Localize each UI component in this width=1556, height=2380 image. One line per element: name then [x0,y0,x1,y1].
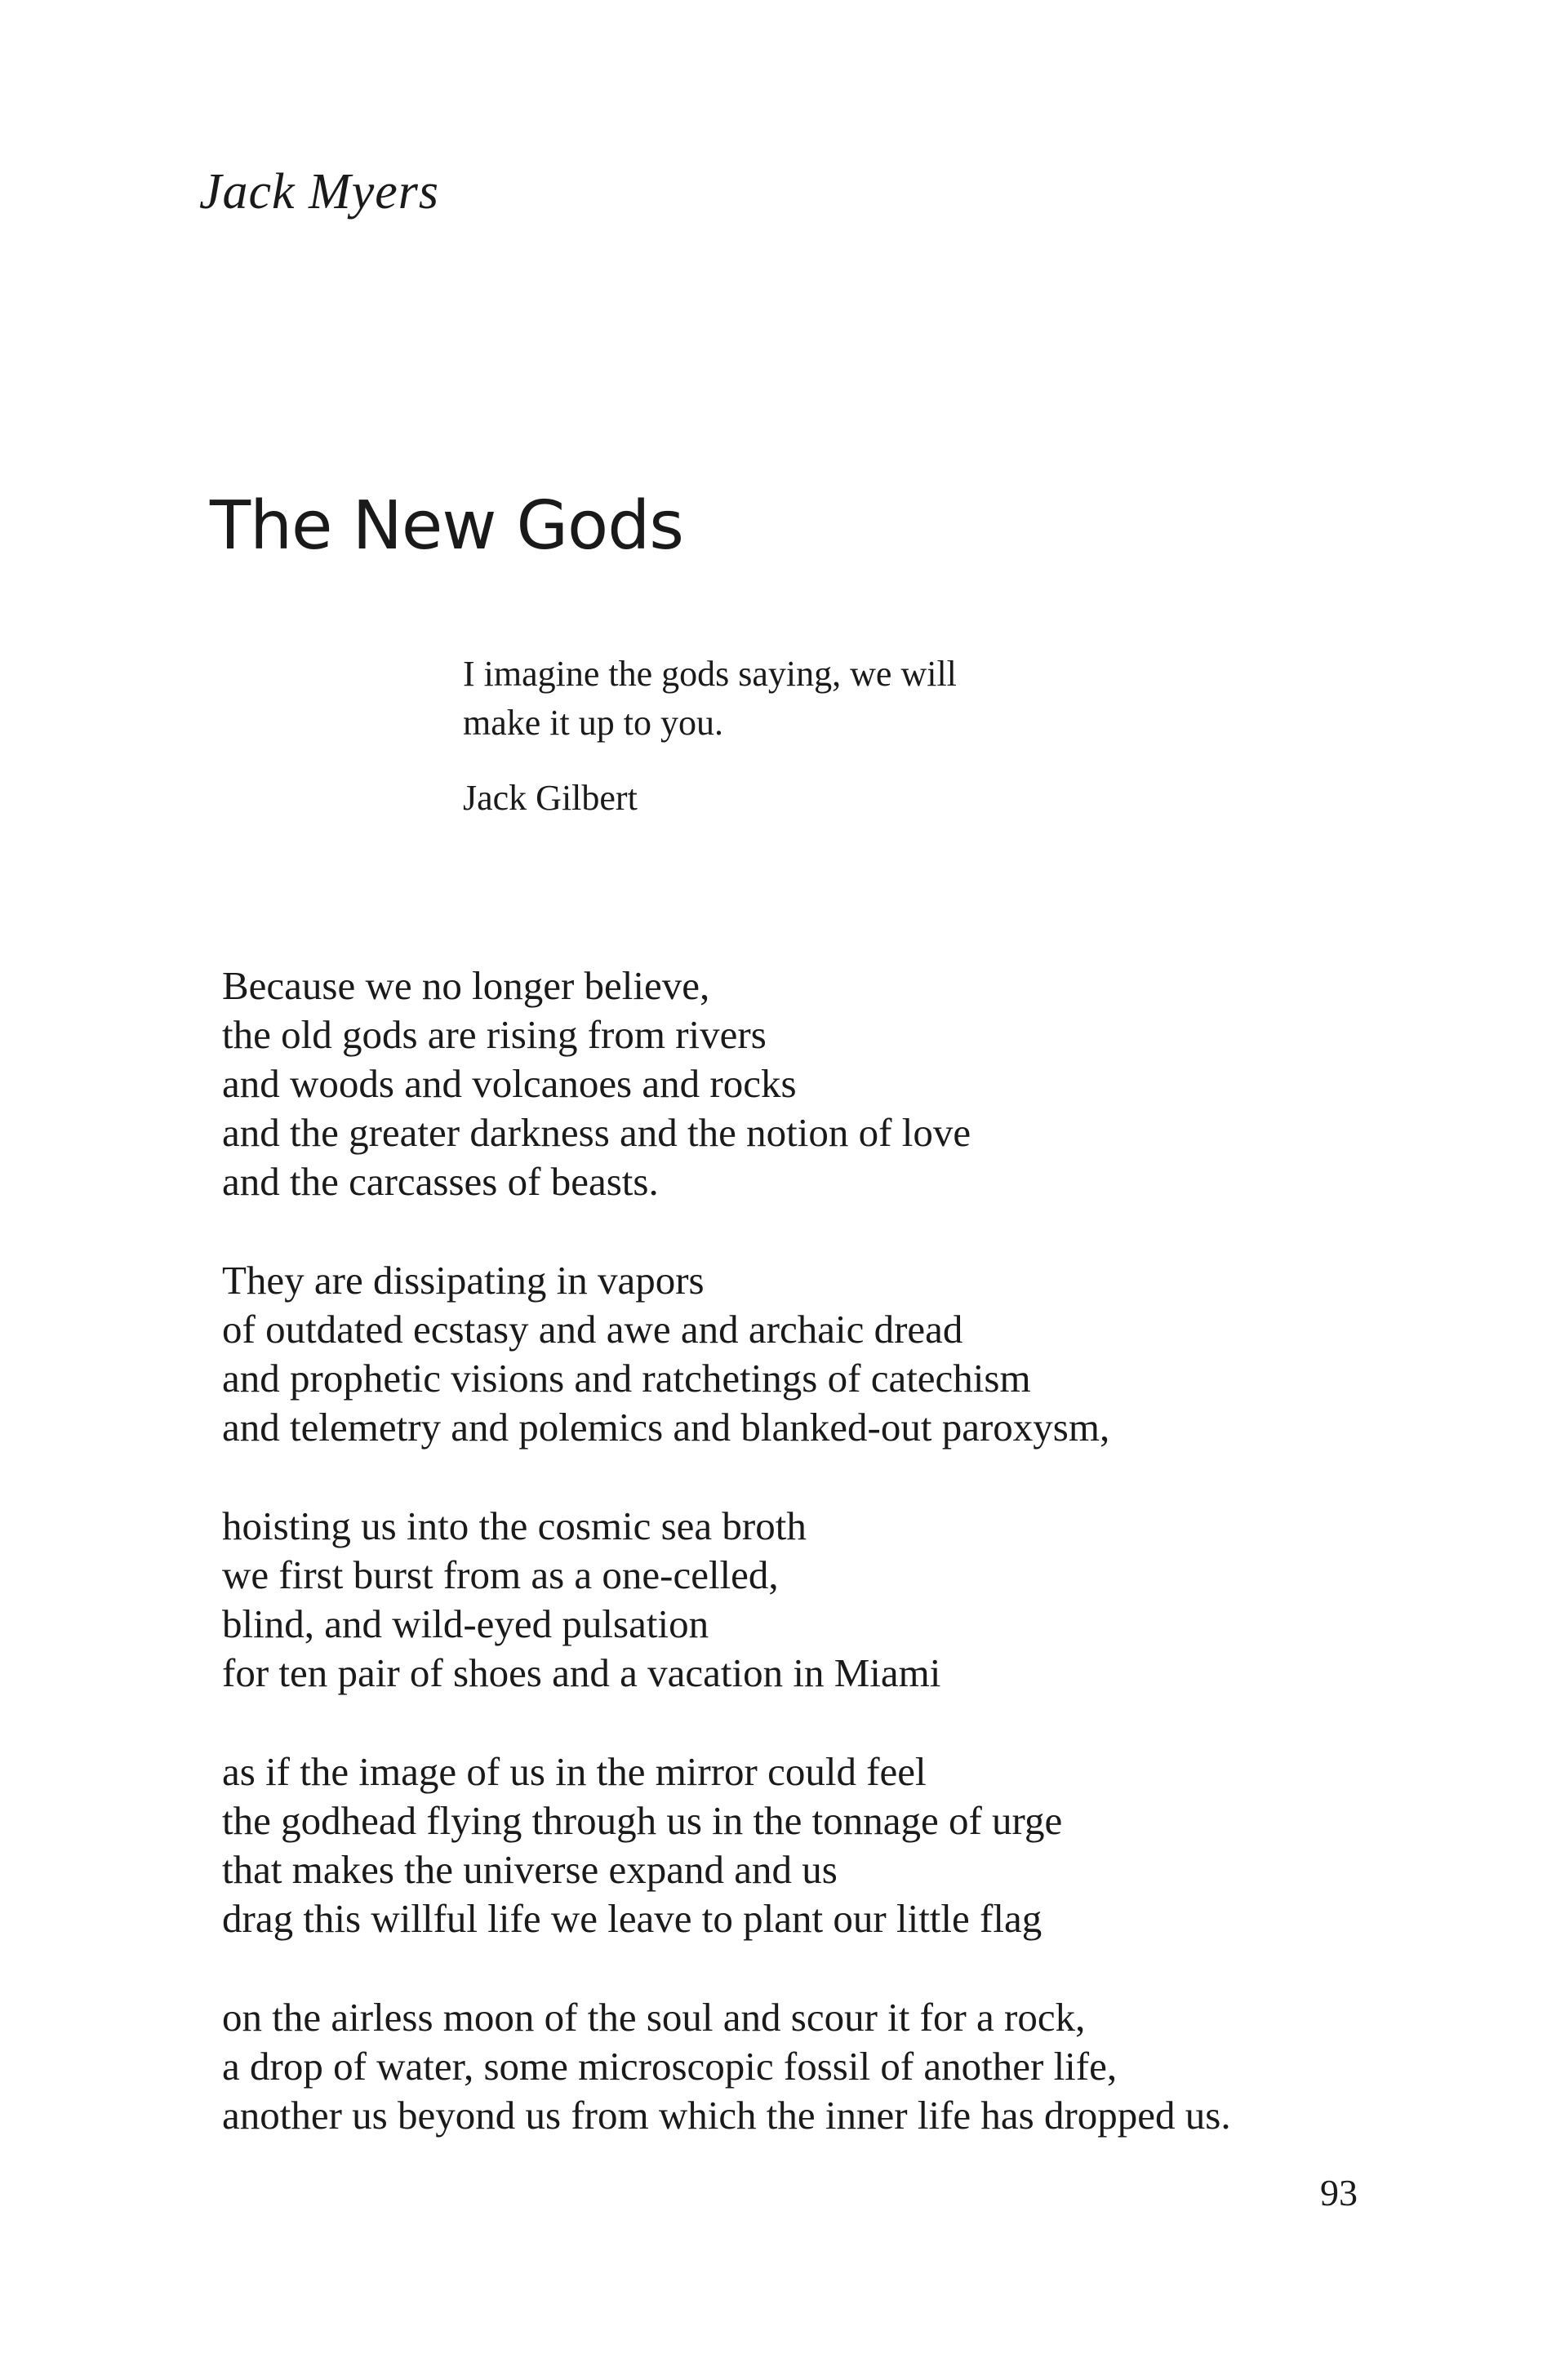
poem-line: the old gods are rising from rivers [222,1012,767,1057]
stanza [222,1993,1528,2140]
poem-line: of outdated ecstasy and awe and archaic dread [222,1307,963,1352]
stanza [222,1502,1528,1698]
stanza [222,1747,1528,1943]
poem-line: and woods and volcanoes and rocks [222,1061,797,1106]
poem-line: and the carcasses of beasts. [222,1159,659,1204]
poem-line: for ten pair of shoes and a vacation in Miami [222,1650,941,1695]
poem-line: blind, and wild-eyed pulsation [222,1601,709,1646]
epigraph-attribution: Jack Gilbert [463,778,638,818]
stanza [222,961,1528,1206]
poem-line: as if the image of us in the mirror could feel [222,1749,927,1794]
poem-title: The New Gods [210,487,683,565]
epigraph-line: make it up to you. [463,703,723,743]
poem-line: and prophetic visions and ratchetings of catechism [222,1356,1031,1401]
epigraph [463,650,957,748]
poem-line: the godhead flying through us in the tonnage of urge [222,1798,1063,1843]
poem-line: and the greater darkness and the notion of love [222,1110,971,1155]
poem-line: on the airless moon of the soul and scour it for a rock, [222,1995,1086,2040]
poem-line: we first burst from as a one-celled, [222,1552,779,1597]
page-number: 93 [1320,2172,1358,2213]
poem-line: another us beyond us from which the inner life has dropped us. [222,2093,1231,2138]
poem-line: They are dissipating in vapors [222,1258,705,1303]
poem-line: and telemetry and polemics and blanked-out paroxysm, [222,1405,1110,1450]
epigraph-line: I imagine the gods saying, we will [463,654,957,694]
poem-line: a drop of water, some microscopic fossil of another life, [222,2044,1118,2089]
author-name: Jack Myers [199,164,439,220]
poem-line: that makes the universe expand and us [222,1847,838,1892]
poem-line: hoisting us into the cosmic sea broth [222,1503,807,1548]
poem-body [222,961,1528,2190]
poem-line: Because we no longer believe, [222,963,710,1008]
poem-line: drag this willful life we leave to plant our little flag [222,1896,1043,1941]
stanza [222,1256,1528,1452]
